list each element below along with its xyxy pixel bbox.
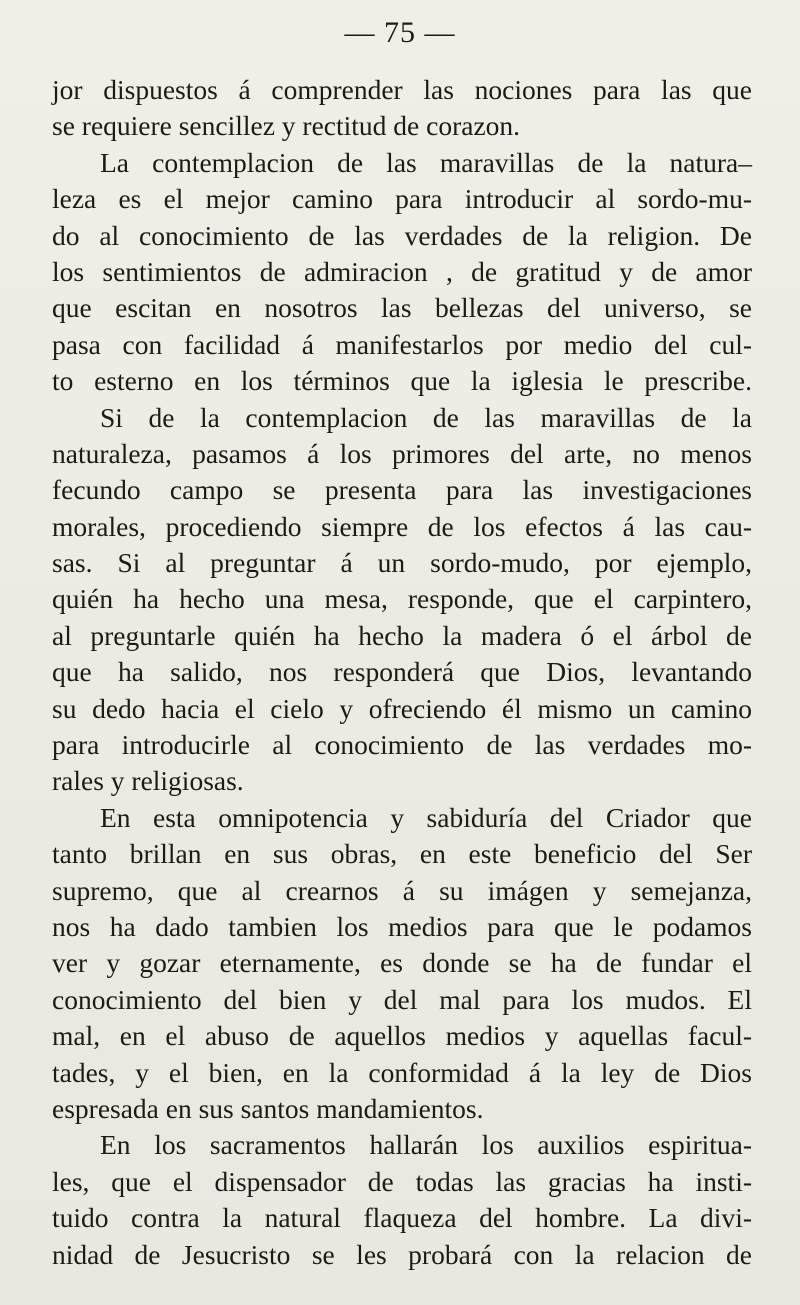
text-line: pasa con facilidad á manifestarlos por medio del cul-	[52, 328, 752, 360]
text-line: La contemplacion de las maravillas de la natura–	[100, 146, 752, 178]
text-line: tades, y el bien, en la conformidad á la ley de Dios	[52, 1056, 752, 1088]
text-line: su dedo hacia el cielo y ofreciendo él mismo un camino	[52, 692, 752, 724]
text-line: quién ha hecho una mesa, responde, que el carpintero,	[52, 583, 752, 615]
text-line: tanto brillan en sus obras, en este beneficio del Ser	[52, 838, 752, 870]
paragraph-3	[52, 400, 752, 800]
text-line: sas. Si al preguntar á un sordo-mudo, por ejemplo,	[52, 547, 752, 579]
text-line: espresada en sus santos mandamientos.	[52, 1092, 484, 1124]
text-line: Si de la contemplacion de las maravillas de la	[100, 401, 752, 433]
text-line: se requiere sencillez y rectitud de corazon.	[52, 110, 521, 142]
body-text	[52, 72, 752, 1273]
text-line: fecundo campo se presenta para las investigaciones	[52, 474, 752, 506]
text-line: supremo, que al crearnos á su imágen y semejanza,	[52, 874, 752, 906]
text-line: naturaleza, pasamos á los primores del arte, no menos	[52, 437, 752, 469]
text-line: que escitan en nosotros las bellezas del universo, se	[52, 292, 752, 324]
text-line: En esta omnipotencia y sabiduría del Criador que	[100, 801, 752, 833]
text-line: para introducirle al conocimiento de las verdades mo-	[52, 729, 752, 761]
paragraph-2	[52, 145, 752, 400]
text-line: mal, en el abuso de aquellos medios y aquellas facul-	[52, 1020, 752, 1052]
page-number: — 75 —	[344, 16, 456, 49]
text-line: conocimiento del bien y del mal para los mudos. El	[52, 983, 752, 1015]
text-line: al preguntarle quién ha hecho la madera ó el árbol de	[52, 619, 752, 651]
text-line: les, que el dispensador de todas las gracias ha insti-	[52, 1165, 752, 1197]
text-line: nidad de Jesucristo se les probará con la relacion de	[52, 1238, 752, 1270]
text-line: tuido contra la natural flaqueza del hombre. La divi-	[52, 1202, 752, 1234]
paragraph-5	[52, 1127, 752, 1273]
text-line: nos ha dado tambien los medios para que le podamos	[52, 910, 752, 942]
paragraph-4	[52, 800, 752, 1128]
text-line: ver y gozar eternamente, es donde se ha de fundar el	[52, 947, 752, 979]
text-line: En los sacramentos hallarán los auxilios espiritua-	[100, 1129, 752, 1161]
text-line: leza es el mejor camino para introducir al sordo-mu-	[52, 183, 752, 215]
text-line: jor dispuestos á comprender las nociones para las que	[52, 74, 752, 105]
text-line: rales y religiosas.	[52, 765, 244, 797]
text-line: los sentimientos de admiracion , de gratitud y de amor	[52, 255, 752, 287]
text-line: to esterno en los términos que la iglesia le prescribe.	[52, 365, 752, 397]
text-line: morales, procediendo siempre de los efectos á las cau-	[52, 510, 752, 542]
text-line: do al conocimiento de las verdades de la religion. De	[52, 219, 752, 251]
paragraph-1	[52, 72, 752, 145]
text-line: que ha salido, nos responderá que Dios, levantando	[52, 656, 752, 688]
